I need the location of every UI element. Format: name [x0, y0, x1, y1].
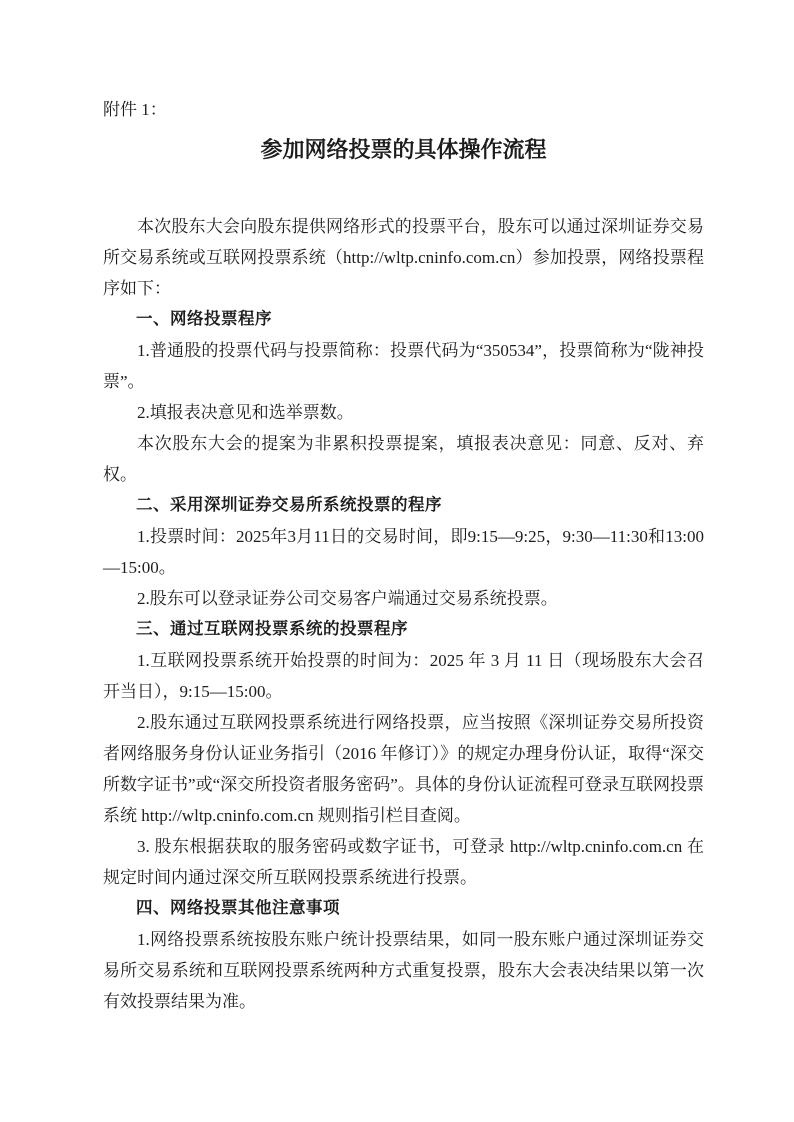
section-3-paragraph-2: 2.股东通过互联网投票系统进行网络投票，应当按照《深圳证券交易所投资者网络服务身份认证业务指引（2016 年修订）》的规定办理身份认证，取得“深交所数字证书”或“深交所投资者服务密码”。具体的身份认证流程可登录互联网投票系统 http://wltp.cninfo.com.cn 规则指引栏目查阅。 [103, 713, 704, 825]
section-1-paragraph-2: 2.填报表决意见和选举票数。 [137, 403, 354, 422]
section-3-paragraph-3: 3. 股东根据获取的服务密码或数字证书，可登录 http://wltp.cninfo.com.cn 在规定时间内通过深交所互联网投票系统进行投票。 [103, 837, 704, 887]
document-body [103, 211, 704, 1017]
document-title: 参加网络投票的具体操作流程 [260, 137, 547, 162]
section-heading-4: 四、网络投票其他注意事项 [136, 899, 340, 917]
attachment-label: 附件 1： [103, 100, 167, 119]
section-1-paragraph-3: 本次股东大会的提案为非累积投票提案，填报表决意见：同意、反对、弃权。 [103, 434, 704, 484]
intro-paragraph: 本次股东大会向股东提供网络形式的投票平台，股东可以通过深圳证券交易所交易系统或互联网投票系统（http://wltp.cninfo.com.cn）参加投票，网络投票程序如下： [103, 217, 704, 298]
section-heading-1: 一、网络投票程序 [136, 310, 272, 328]
section-2-paragraph-1: 1.投票时间：2025年3月11日的交易时间，即9:15—9:25，9:30—11:30和13:00—15:00。 [103, 527, 704, 577]
section-1-paragraph-1: 1.普通股的投票代码与投票简称：投票代码为“350534”，投票简称为“陇神投票”。 [103, 341, 704, 391]
section-3-paragraph-1: 1.互联网投票系统开始投票的时间为：2025 年 3 月 11 日（现场股东大会召开当日），9:15—15:00。 [103, 651, 704, 701]
section-heading-3: 三、通过互联网投票系统的投票程序 [136, 620, 408, 638]
section-heading-2: 二、采用深圳证券交易所系统投票的程序 [136, 496, 442, 514]
section-2-paragraph-2: 2.股东可以登录证券公司交易客户端通过交易系统投票。 [137, 589, 558, 608]
section-4-paragraph-1: 1.网络投票系统按股东账户统计投票结果，如同一股东账户通过深圳证券交易所交易系统和互联网投票系统两种方式重复投票，股东大会表决结果以第一次有效投票结果为准。 [103, 930, 704, 1011]
